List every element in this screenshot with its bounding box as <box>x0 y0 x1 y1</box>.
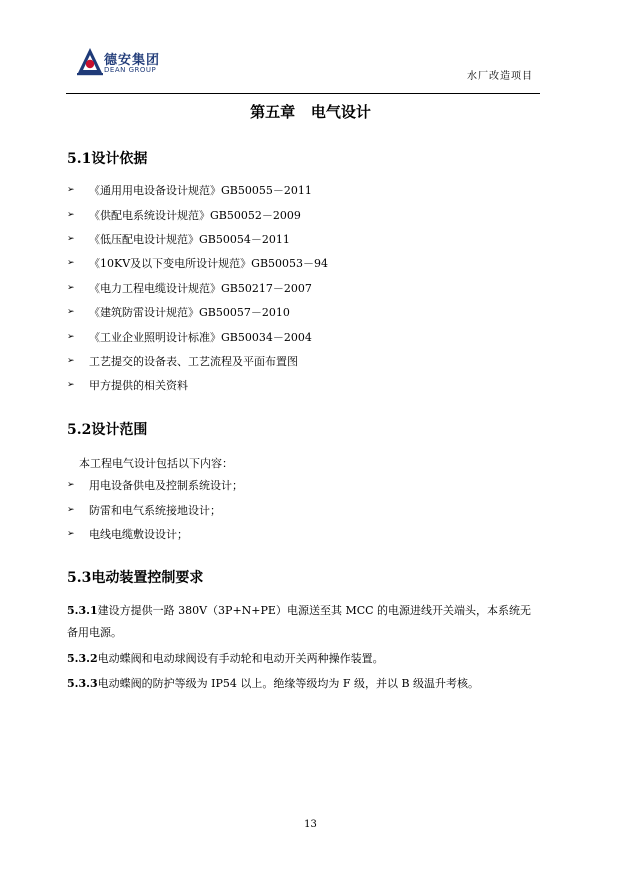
paragraph-5-3-1 <box>67 600 542 644</box>
list-item-text: 《供配电系统设计规范》GB50052－2009 <box>89 208 301 222</box>
arrow-bullet-icon: ➢ <box>67 258 75 269</box>
dean-group-logo-icon <box>76 47 104 77</box>
list-item <box>67 497 243 521</box>
arrow-bullet-icon: ➢ <box>67 504 75 515</box>
clause-number: 5.3.1 <box>67 604 98 617</box>
list-item-text: 《工业企业照明设计标准》GB50034－2004 <box>89 330 312 344</box>
list-item-text: 《建筑防雷设计规范》GB50057－2010 <box>89 306 290 320</box>
arrow-bullet-icon: ➢ <box>67 355 75 366</box>
list-item-text: 《电力工程电缆设计规范》GB50217－2007 <box>89 281 312 295</box>
list-item <box>67 178 328 202</box>
header-divider <box>66 93 540 94</box>
paragraph-5-3-2 <box>67 648 542 670</box>
clause-text: 建设方提供一路 380V（3P+N+PE）电源送至其 MCC 的电源进线开关端头，本系统无备用电源。 <box>67 604 532 639</box>
scope-intro-text: 本工程电气设计包括以下内容： <box>79 457 233 470</box>
chapter-title: 第五章 电气设计 <box>250 103 371 121</box>
arrow-bullet-icon: ➢ <box>67 307 75 318</box>
clause-number: 5.3.2 <box>67 652 98 665</box>
list-item-text: 甲方提供的相关资料 <box>89 379 188 393</box>
arrow-bullet-icon: ➢ <box>67 480 75 491</box>
logo-english-name: DEAN GROUP <box>104 66 157 74</box>
clause-number: 5.3.3 <box>67 677 98 690</box>
list-item-text: 电线电缆敷设设计； <box>89 527 188 541</box>
arrow-bullet-icon: ➢ <box>67 331 75 342</box>
section-heading-5-3: 5.3电动装置控制要求 <box>67 570 204 586</box>
header-project-name: 水厂改造项目 <box>467 71 533 82</box>
paragraph-5-3-3 <box>67 673 542 695</box>
logo-chinese-name: 德安集团 <box>104 53 161 68</box>
arrow-bullet-icon: ➢ <box>67 282 75 293</box>
company-logo <box>76 47 168 77</box>
list-item <box>67 300 328 324</box>
list-item-text: 防雷和电气系统接地设计； <box>89 503 221 517</box>
clause-text: 电动蝶阀的防护等级为 IP54 以上。绝缘等级均为 F 级，并以 B 级温升考核。 <box>97 677 480 690</box>
page-number: 13 <box>304 819 317 830</box>
list-item <box>67 349 328 373</box>
arrow-bullet-icon: ➢ <box>67 209 75 220</box>
list-item-text: 《通用用电设备设计规范》GB50055－2011 <box>89 184 312 198</box>
list-item <box>67 473 243 497</box>
clause-text: 电动蝶阀和电动球阀设有手动轮和电动开关两种操作装置。 <box>97 652 384 665</box>
list-item-text: 《低压配电设计规范》GB50054－2011 <box>89 232 290 246</box>
design-scope-list <box>67 473 243 546</box>
list-item <box>67 324 328 348</box>
list-item-text: 用电设备供电及控制系统设计； <box>89 479 243 493</box>
arrow-bullet-icon: ➢ <box>67 380 75 391</box>
arrow-bullet-icon: ➢ <box>67 185 75 196</box>
list-item <box>67 251 328 275</box>
list-item <box>67 373 328 397</box>
section-heading-5-2: 5.2设计范围 <box>67 422 148 438</box>
list-item <box>67 227 328 251</box>
list-item <box>67 276 328 300</box>
arrow-bullet-icon: ➢ <box>67 233 75 244</box>
arrow-bullet-icon: ➢ <box>67 528 75 539</box>
section-heading-5-1: 5.1设计依据 <box>67 151 148 167</box>
list-item <box>67 522 243 546</box>
list-item-text: 《10KV及以下变电所设计规范》GB50053－94 <box>89 257 329 271</box>
design-basis-list <box>67 178 328 398</box>
list-item-text: 工艺提交的设备表、工艺流程及平面布置图 <box>89 354 298 368</box>
list-item <box>67 202 328 226</box>
